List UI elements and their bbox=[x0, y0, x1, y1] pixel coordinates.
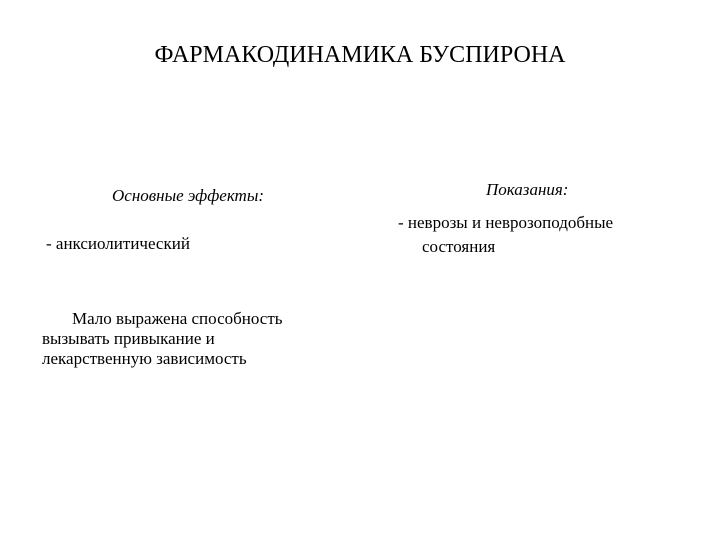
indication-item-line: состояния bbox=[422, 237, 496, 256]
indication-item-neuroses bbox=[398, 211, 698, 259]
dependence-note-line: Мало выражена способность bbox=[72, 309, 283, 328]
indications-heading: Показания: bbox=[486, 180, 569, 199]
dependence-note-line: лекарственную зависимость bbox=[42, 349, 247, 368]
indication-item-line: - неврозы и неврозоподобные bbox=[398, 213, 614, 232]
effects-heading: Основные эффекты: bbox=[112, 186, 265, 205]
effect-item-anxiolytic: - анксиолитический bbox=[46, 234, 190, 253]
dependence-note bbox=[42, 309, 342, 369]
slide-title: ФАРМАКОДИНАМИКА БУСПИРОНА bbox=[154, 42, 566, 68]
dependence-note-line: вызывать привыкание и bbox=[42, 329, 215, 348]
